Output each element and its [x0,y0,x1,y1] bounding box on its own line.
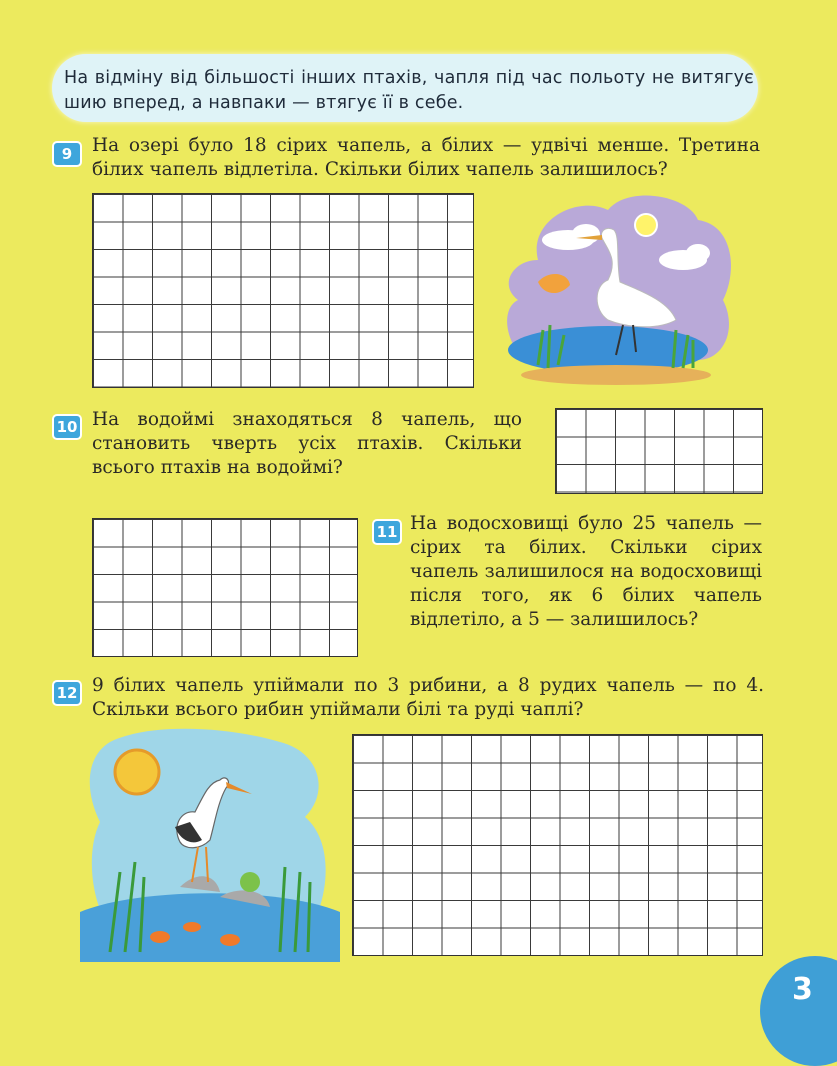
task-number-badge: 12 [52,680,82,706]
egret-illustration [498,190,738,390]
page-number: 3 [792,972,813,1007]
answer-grid[interactable] [92,518,358,657]
task-text: На водоймі знаходяться 8 чапель, що становить чверть усіх птахів. Скільки всього птахів на водоймі? [92,409,522,478]
answer-grid[interactable] [92,193,474,388]
task-number-badge: 10 [52,414,82,440]
task-text: На водосховищі було 25 чапель — сірих та білих. Скільки сірих чапель залишилося на водосховищі після того, як 6 білих чапель відлетіло, а 5 — залишилось? [410,513,762,630]
task-number-badge: 11 [372,519,402,545]
task-text: 9 білих чапель упіймали по 3 рибини, а 8 рудих чапель — по 4. Скільки всього рибин упіймали білі та руді чаплі? [92,675,764,720]
task-number-badge: 9 [52,141,82,167]
fact-text: На відміну від більшості інших птахів, чапля під час польоту не витягує шию вперед, а навпаки — втягує її в себе. [64,68,754,113]
task-text: На озері було 18 сірих чапель, а білих — удвічі менше. Третина білих чапель відлетіла. Скільки білих чапель залишилось? [92,135,760,180]
answer-grid[interactable] [352,734,763,956]
answer-grid[interactable] [555,408,763,494]
stork-illustration [80,722,340,962]
